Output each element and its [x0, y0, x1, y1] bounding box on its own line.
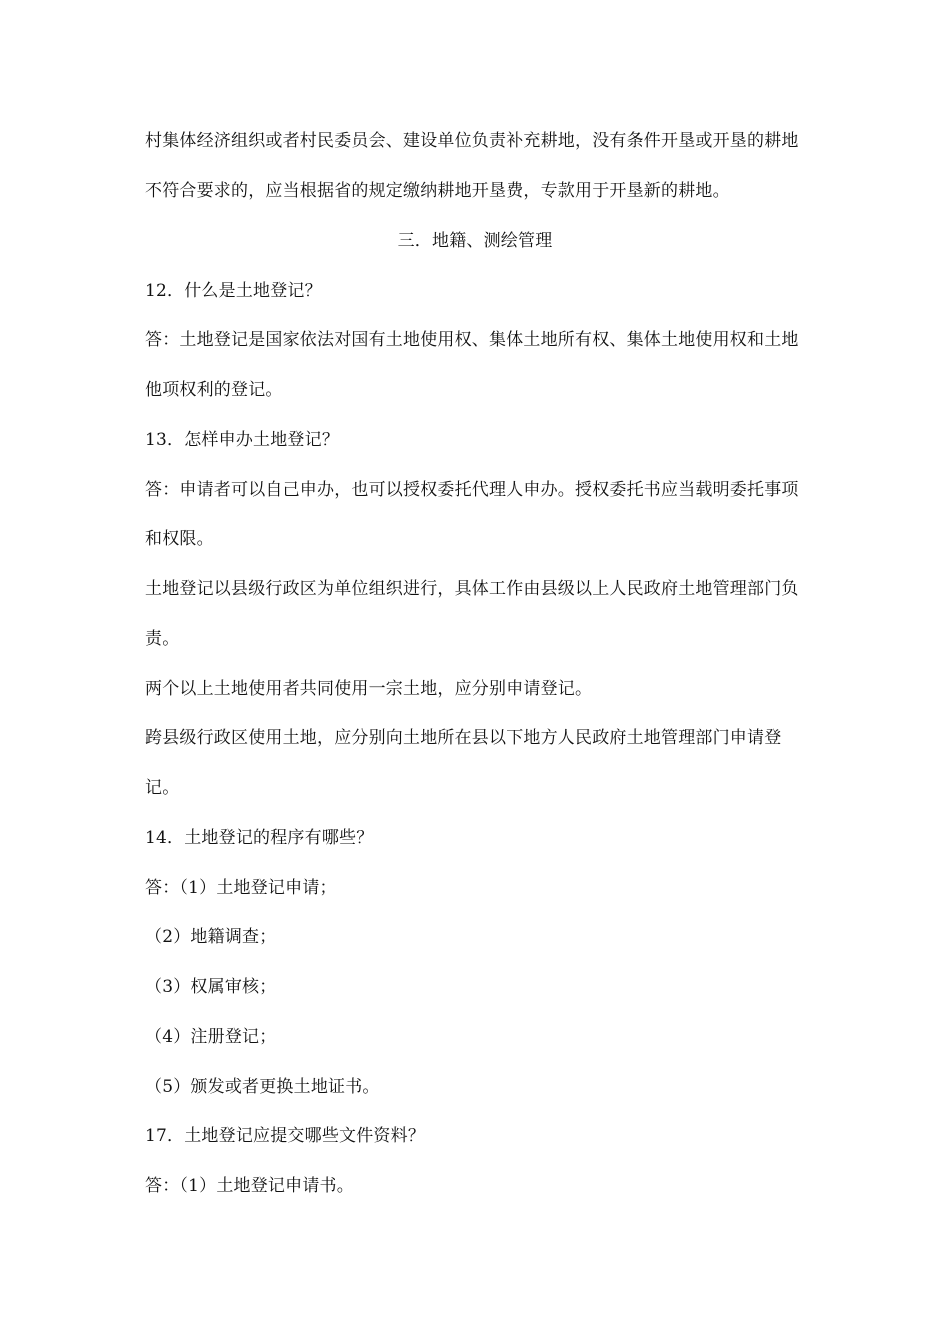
list-item: 答：（1）土地登记申请；: [145, 878, 337, 898]
list-item: （5）颁发或者更换土地证书。: [145, 1077, 380, 1097]
body-paragraph-line: 村集体经济组织或者村民委员会、建设单位负责补充耕地，没有条件开垦或开垦的耕地: [145, 131, 799, 151]
list-item: （4）注册登记；: [145, 1027, 277, 1047]
body-paragraph-line: 两个以上土地使用者共同使用一宗土地，应分别申请登记。: [145, 679, 593, 699]
answer-paragraph-line: 答：土地登记是国家依法对国有土地使用权、集体土地所有权、集体土地使用权和土地: [145, 330, 799, 350]
body-paragraph-line: 土地登记以县级行政区为单位组织进行，具体工作由县级以上人民政府土地管理部门负: [145, 579, 799, 599]
section-heading: 三．地籍、测绘管理: [397, 231, 553, 251]
question-heading: 17．土地登记应提交哪些文件资料？: [145, 1126, 426, 1146]
question-heading: 12．什么是土地登记？: [145, 281, 322, 301]
body-paragraph-line: 记。: [145, 778, 180, 798]
question-heading: 14．土地登记的程序有哪些？: [145, 828, 374, 848]
body-paragraph-line: 责。: [145, 629, 180, 649]
body-paragraph-line: 不符合要求的，应当根据省的规定缴纳耕地开垦费，专款用于开垦新的耕地。: [145, 181, 730, 201]
answer-paragraph-line: 和权限。: [145, 529, 214, 549]
answer-paragraph-line: 他项权利的登记。: [145, 380, 283, 400]
list-item: 答：（1）土地登记申请书。: [145, 1176, 354, 1196]
list-item: （2）地籍调查；: [145, 927, 277, 947]
answer-paragraph-line: 答：申请者可以自己申办，也可以授权委托代理人申办。授权委托书应当载明委托事项: [145, 480, 799, 500]
body-paragraph-line: 跨县级行政区使用土地，应分别向土地所在县以下地方人民政府土地管理部门申请登: [145, 728, 782, 748]
question-heading: 13．怎样申办土地登记？: [145, 430, 340, 450]
list-item: （3）权属审核；: [145, 977, 277, 997]
